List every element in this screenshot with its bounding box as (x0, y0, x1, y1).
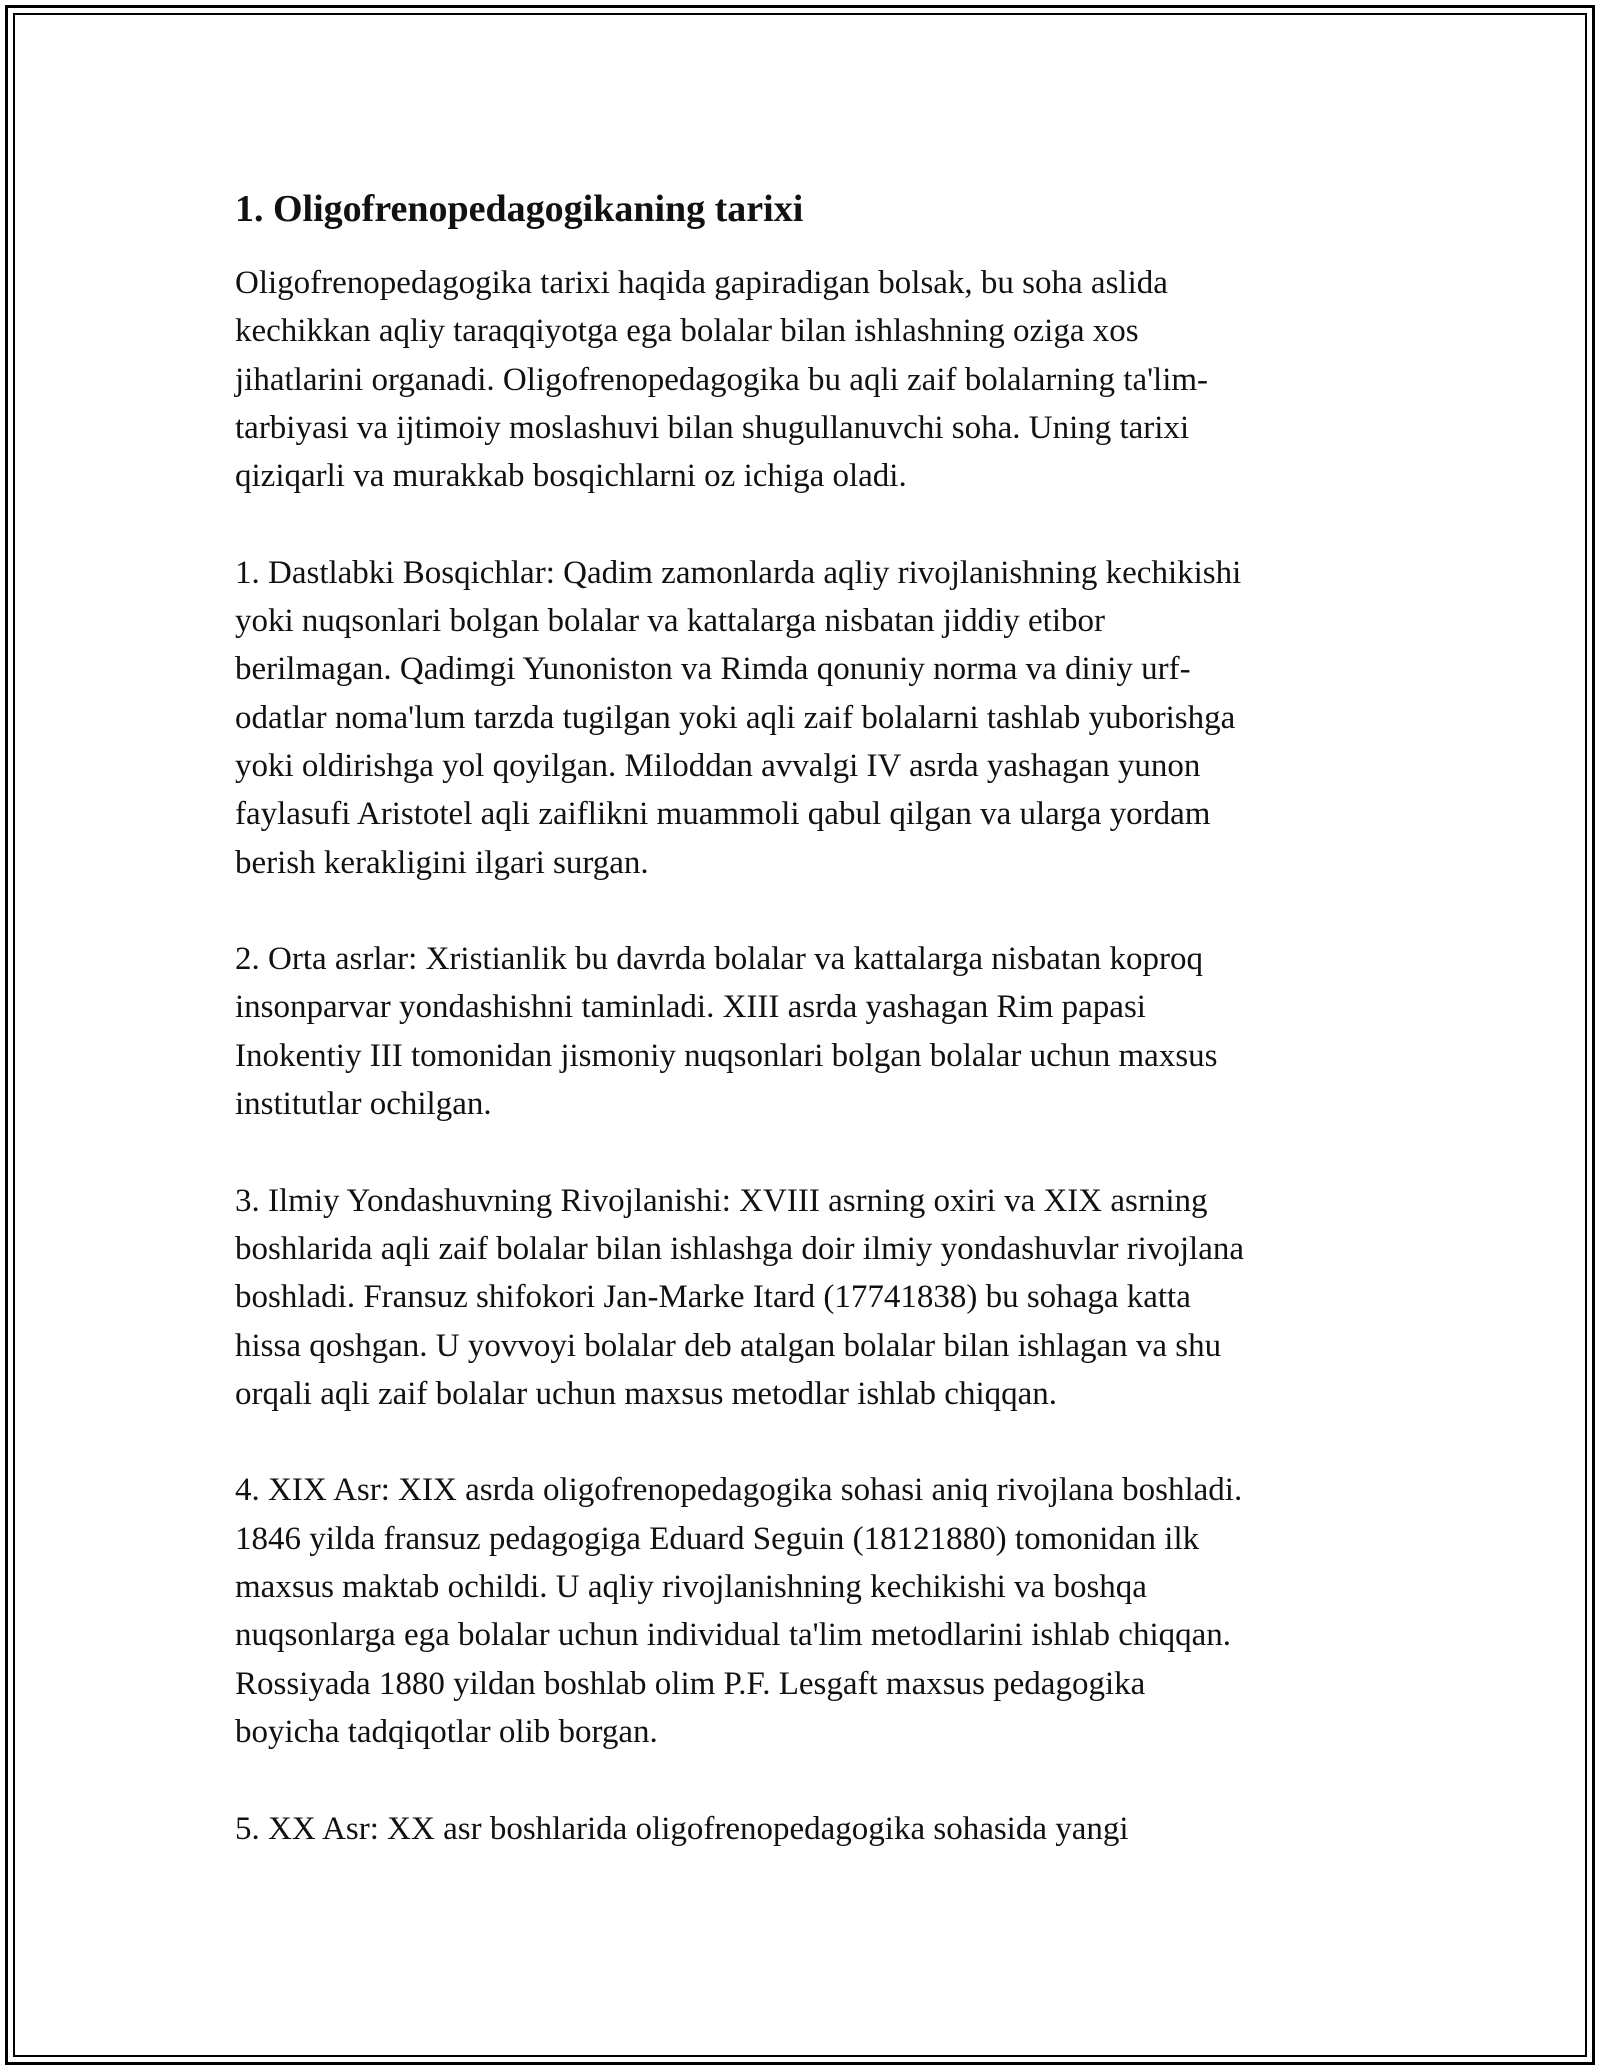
document-title: 1. Oligofrenopedagogikaning tarixi (235, 188, 804, 230)
paragraph-middle-ages: 2. Orta asrlar: Xristianlik bu davrda bolalar va kattalarga nisbatan koproq insonparvar yondashishni taminladi. XIII asrda yashagan Rim papasi Inokentiy III tomonidan jismoniy nuqsonlari bolgan bolalar uchun maxsus institutlar ochilgan. (235, 941, 1218, 1123)
paragraph-20th-century: 5. XX Asr: XX asr boshlarida oligofrenopedagogika sohasida yangi (235, 1810, 1129, 1847)
paragraph-scientific-approach: 3. Ilmiy Yondashuvning Rivojlanishi: XVIII asrning oxiri va XIX asrning boshlarida aqli zaif bolalar bilan ishlashga doir ilmiy yondashuvlar rivojlana boshladi. Fransuz shifokori Jan-Marke Itard (17741838) bu sohaga katta hissa qoshgan. U yovvoyi bolalar deb atalgan bolalar bilan ishlagan va shu orqali aqli zaif bolalar uchun maxsus metodlar ishlab chiqqan. (235, 1182, 1244, 1412)
paragraph-19th-century: 4. XIX Asr: XIX asrda oligofrenopedagogika sohasi aniq rivojlana boshladi. 1846 yilda fransuz pedagogiga Eduard Seguin (18121880) tomonidan ilk maxsus maktab ochildi. U aqliy rivojlanishning kechikishi va boshqa nuqsonlarga ega bolalar uchun individual ta'lim metodlarini ishlab chiqqan. Rossiyada 1880 yildan boshlab olim P.F. Lesgaft maxsus pedagogika boyicha tadqiqotlar olib borgan. (235, 1472, 1243, 1750)
paragraph-intro: Oligofrenopedagogika tarixi haqida gapiradigan bolsak, bu soha aslida kechikkan aqliy taraqqiyotga ega bolalar bilan ishlashning oziga xos jihatlarini organadi. Oligofrenopedagogika bu aqli zaif bolalarning ta'lim- tarbiyasi va ijtimoiy moslashuvi bilan shugullanuvchi soha. Uning tarixi qiziqarli va murakkab bosqichlarni oz ichiga oladi. (235, 265, 1209, 495)
paragraph-early-stages: 1. Dastlabki Bosqichlar: Qadim zamonlarda aqliy rivojlanishning kechikishi yoki nuqsonlari bolgan bolalar va kattalarga nisbatan jiddiy etibor berilmagan. Qadimgi Yunoniston va Rimda qonuniy norma va diniy urf- odatlar noma'lum tarzda tugilgan yoki aqli zaif bolalarni tashlab yuborishga yoki oldirishga yol qoyilgan. Miloddan avvalgi IV asrda yashagan yunon faylasufi Aristotel aqli zaiflikni muammoli qabul qilgan va ularga yordam berish kerakligini ilgari surgan. (235, 554, 1242, 881)
document-body (235, 185, 1375, 1901)
